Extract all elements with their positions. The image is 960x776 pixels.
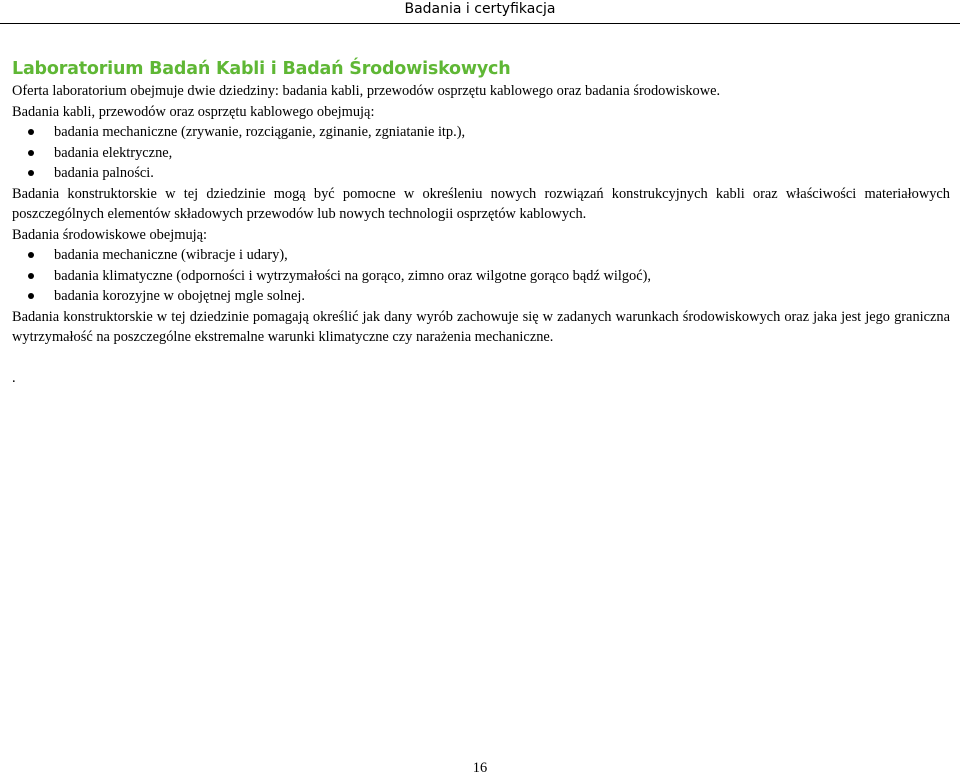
- bullet-icon: [28, 273, 34, 279]
- running-header-title: Badania i certyfikacja: [404, 1, 556, 17]
- list-item-text: badania mechaniczne (zrywanie, rozciąganie, zginanie, zgniatanie itp.),: [54, 124, 466, 140]
- list-item: [12, 266, 950, 287]
- list-item: [12, 286, 950, 307]
- intro-paragraph: Oferta laboratorium obejmuje dwie dziedziny: badania kabli, przewodów osprzętu kablowego oraz badania środowiskowe.: [12, 83, 721, 99]
- list-item-text: badania klimatyczne (odporności i wytrzymałości na gorąco, zimno oraz wilgotne gorąco bądź wilgoć),: [54, 267, 652, 284]
- bullet-icon: [28, 293, 34, 299]
- running-header: [0, 0, 960, 24]
- environmental-description-paragraph: Badania konstruktorskie w tej dziedzinie pomagają określić jak dany wyrób zachowuje się w zadanych warunkach środowiskowych oraz jaka jest jego graniczna wytrzymałość na poszczególne ekstremalne warunki klimatyczne czy narażenia mechaniczne.: [12, 308, 950, 345]
- bullet-icon: [28, 170, 34, 176]
- environmental-tests-list: [12, 245, 950, 307]
- list-item: [12, 143, 950, 164]
- section-title: Laboratorium Badań Kabli i Badań Środowiskowych: [12, 59, 511, 79]
- list-item-text: badania mechaniczne (wibracje i udary),: [54, 247, 288, 263]
- bullet-icon: [28, 150, 34, 156]
- list-item-text: badania elektryczne,: [54, 144, 173, 161]
- cables-lead-paragraph: Badania kabli, przewodów oraz osprzętu kablowego obejmują:: [12, 103, 375, 120]
- bullet-icon: [28, 129, 34, 135]
- list-item-text: badania korozyjne w obojętnej mgle solnej.: [54, 288, 305, 304]
- list-item: [12, 245, 950, 266]
- paragraph-gap: [12, 348, 950, 368]
- cables-tests-list: [12, 122, 950, 184]
- list-item-text: badania palności.: [54, 165, 154, 181]
- page-number: 16: [472, 760, 488, 776]
- list-item: [12, 163, 950, 184]
- trailing-dot: .: [12, 369, 16, 386]
- list-item: [12, 122, 950, 143]
- bullet-icon: [28, 252, 34, 258]
- page-content: [12, 57, 950, 388]
- cables-description-paragraph: Badania konstruktorskie w tej dziedzinie mogą być pomocne w określeniu nowych rozwiązań konstrukcyjnych kabli oraz właściwości materiałowych poszczególnych elementów składowych przewodów lub nowych technologii osprzętów kablowych.: [12, 185, 950, 222]
- environmental-lead-paragraph: Badania środowiskowe obejmują:: [12, 226, 208, 243]
